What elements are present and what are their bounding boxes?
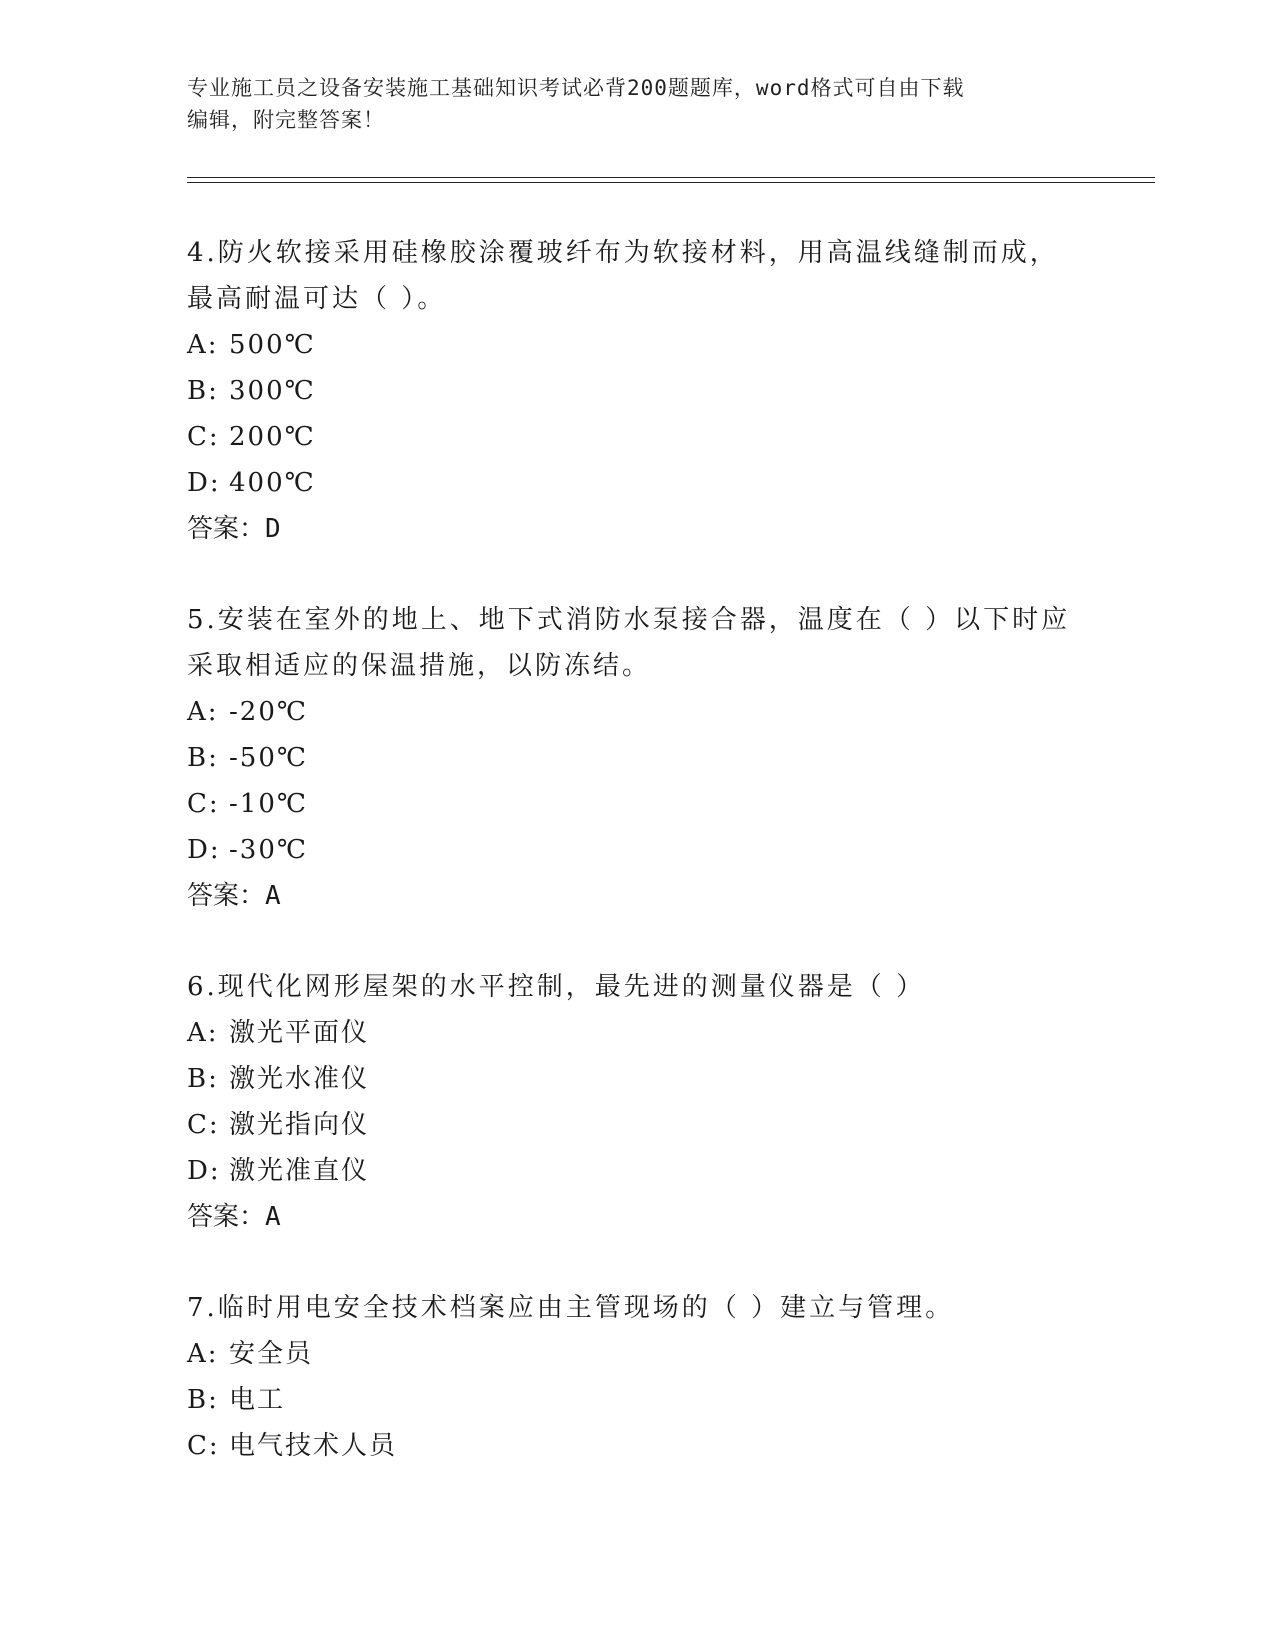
- option-row: [187, 368, 1087, 414]
- question-block: [187, 1285, 1087, 1469]
- option-text: 电工: [229, 1385, 286, 1415]
- question-text: 5.安装在室外的地上、地下式消防水泵接合器，温度在（ ）以下时应: [187, 605, 1071, 635]
- option-text: 激光水准仪: [229, 1064, 370, 1094]
- option-text: 300℃: [229, 376, 316, 406]
- option-row: [187, 781, 1087, 827]
- answer-text: 答案：A: [187, 881, 281, 911]
- option-row: [187, 689, 1087, 735]
- option-row: [187, 735, 1087, 781]
- option-letter: D:: [187, 835, 221, 865]
- answer-text: 答案：A: [187, 1202, 281, 1232]
- question-text: 6.现代化网形屋架的水平控制，最先进的测量仪器是（ ）: [187, 972, 926, 1002]
- option-text: 激光平面仪: [229, 1018, 370, 1048]
- question-block: [187, 964, 1087, 1240]
- option-letter: B:: [187, 743, 219, 773]
- option-letter: A:: [187, 697, 219, 727]
- option-letter: C:: [187, 1110, 220, 1140]
- option-row: [187, 1377, 1087, 1423]
- question-list: [187, 230, 1087, 1514]
- option-letter: C:: [187, 789, 220, 819]
- option-text: -10℃: [229, 789, 308, 819]
- question-text: 7.临时用电安全技术档案应由主管现场的（ ）建立与管理。: [187, 1293, 955, 1323]
- question-text: 最高耐温可达（ ）。: [187, 284, 447, 314]
- option-letter: B:: [187, 1064, 219, 1094]
- option-letter: A:: [187, 1339, 219, 1369]
- option-text: 激光指向仪: [229, 1110, 370, 1140]
- option-row: [187, 1056, 1087, 1102]
- option-row: [187, 414, 1087, 460]
- option-row: [187, 1010, 1087, 1056]
- option-row: [187, 1423, 1087, 1469]
- option-row: [187, 1331, 1087, 1377]
- option-text: 500℃: [229, 330, 316, 360]
- question-block: [187, 597, 1087, 919]
- option-row: [187, 460, 1087, 506]
- header-line-2: 编辑，附完整答案！: [187, 108, 385, 132]
- option-letter: D:: [187, 1156, 221, 1186]
- option-text: 电气技术人员: [229, 1431, 398, 1461]
- question-block: [187, 230, 1087, 552]
- option-text: -20℃: [229, 697, 308, 727]
- header-rule-top: [187, 177, 1155, 178]
- option-letter: D:: [187, 468, 221, 498]
- option-text: 400℃: [229, 468, 316, 498]
- option-row: [187, 1102, 1087, 1148]
- option-text: 激光准直仪: [229, 1156, 370, 1186]
- option-letter: A:: [187, 330, 219, 360]
- question-text: 采取相适应的保温措施，以防冻结。: [187, 651, 652, 681]
- option-row: [187, 322, 1087, 368]
- option-letter: A:: [187, 1018, 219, 1048]
- option-letter: B:: [187, 1385, 219, 1415]
- question-text: 4.防火软接采用硅橡胶涂覆玻纤布为软接材料，用高温线缝制而成，: [187, 238, 1059, 268]
- answer-text: 答案：D: [187, 514, 281, 544]
- option-letter: B:: [187, 376, 219, 406]
- option-letter: C:: [187, 422, 220, 452]
- option-text: -50℃: [229, 743, 308, 773]
- option-row: [187, 1148, 1087, 1194]
- option-text: 安全员: [229, 1339, 314, 1369]
- option-row: [187, 827, 1087, 873]
- header-line-1: 专业施工员之设备安装施工基础知识考试必背200题题库，word格式可自由下载: [187, 76, 965, 100]
- document-header: [187, 72, 1087, 136]
- header-rule-bottom: [187, 182, 1155, 183]
- option-text: 200℃: [229, 422, 316, 452]
- option-letter: C:: [187, 1431, 220, 1461]
- option-text: -30℃: [229, 835, 308, 865]
